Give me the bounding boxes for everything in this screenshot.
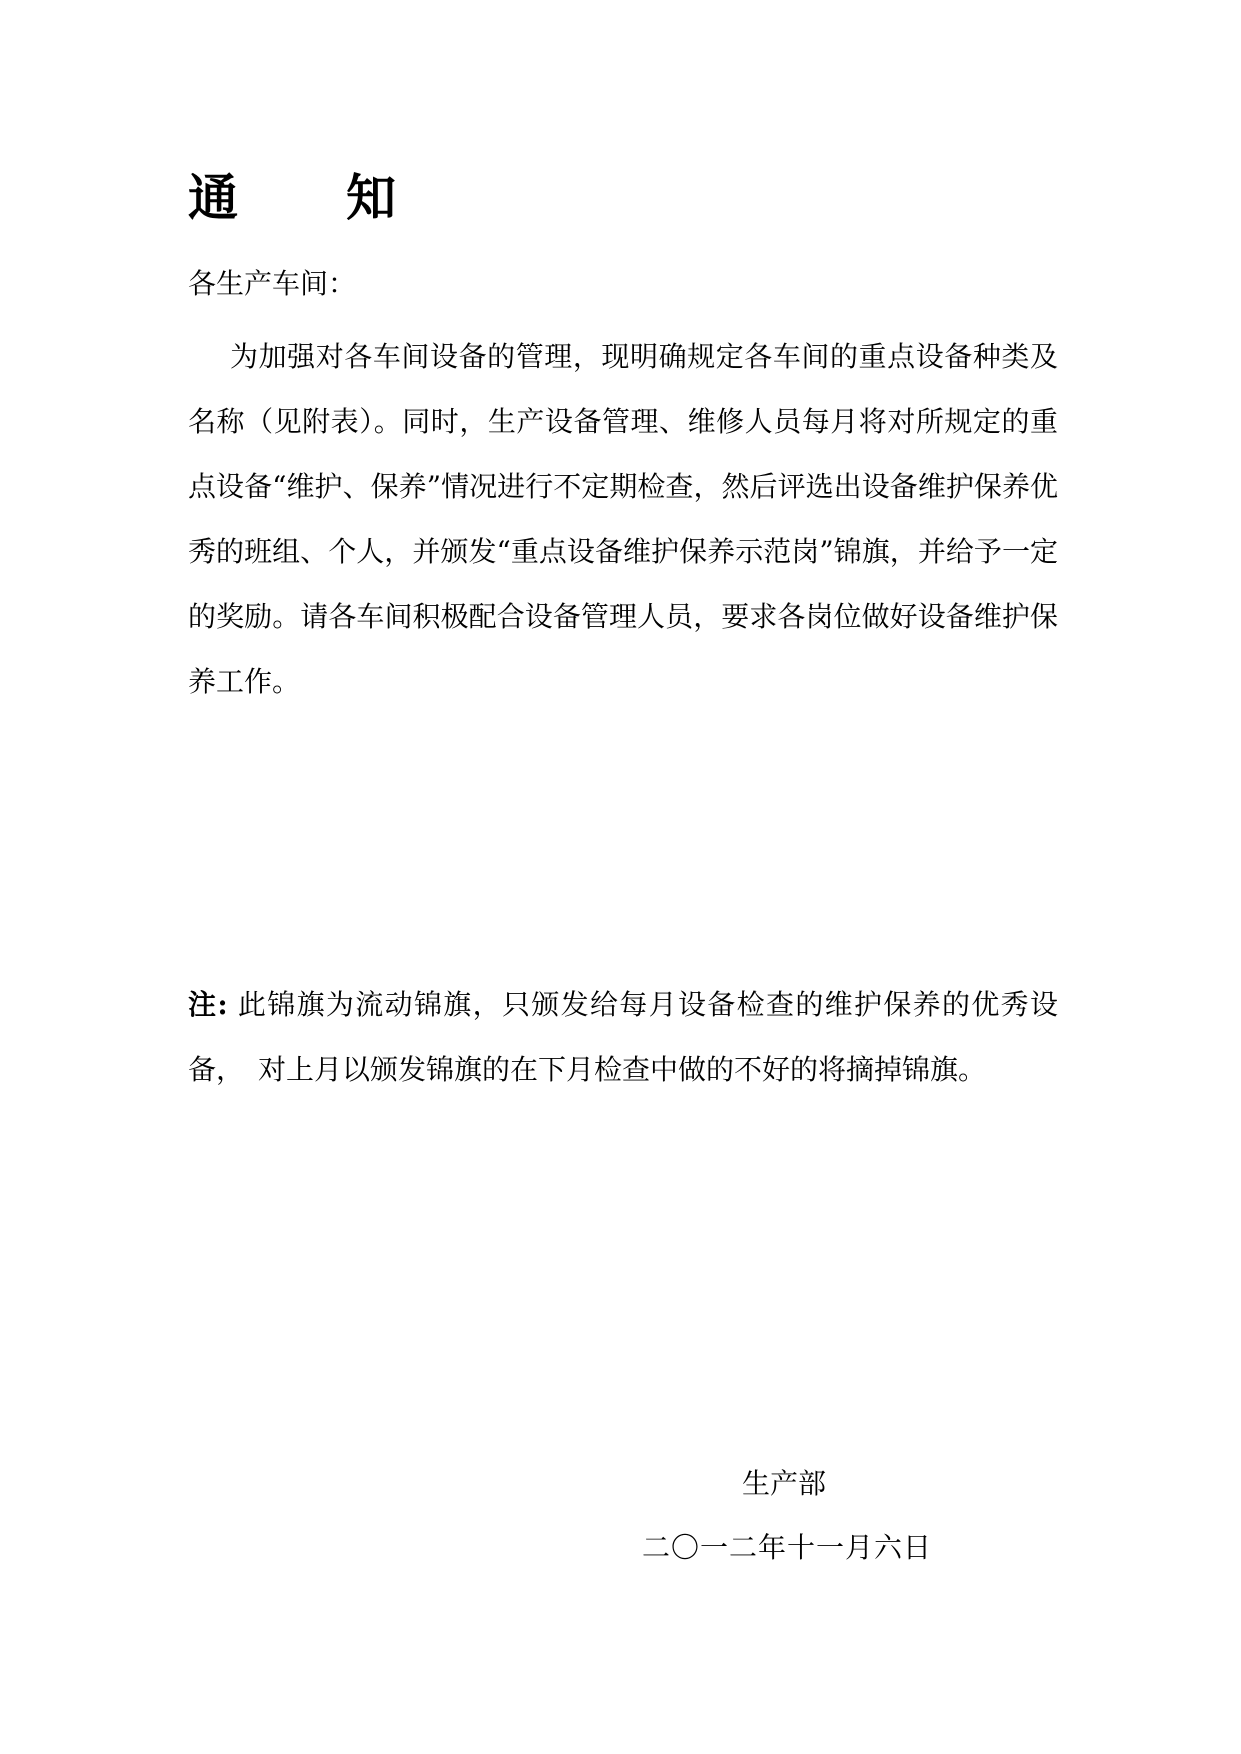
signature-department: 生产部 — [742, 1467, 827, 1500]
note-text: 此锦旗为流动锦旗，只颁发给每月设备检查的维护保养的优秀设备， 对上月以颁发锦旗的在下月检查中做的不好的将摘掉锦旗。 — [188, 988, 1059, 1086]
note-paragraph — [188, 972, 1058, 1102]
salutation: 各生产车间： — [188, 267, 357, 300]
body-paragraph: 为加强对各车间设备的管理，现明确规定各车间的重点设备种类及名称（见附表）。同时，生产设备管理、维修人员每月将对所规定的重点设备“维护、保养”情况进行不定期检查，然后评选出设备维护保养优秀的班组、个人，并颁发“重点设备维护保养示范岗”锦旗，并给予一定的奖励。请各车间积极配合设备管理人员，要求各岗位做好设备维护保养工作。 — [188, 340, 1058, 698]
note-label: 注: — [188, 988, 228, 1021]
title-char-1: 通 — [188, 168, 238, 227]
signature-date: 二〇一二年十一月六日 — [642, 1531, 933, 1564]
title-char-2: 知 — [346, 168, 396, 227]
page-title — [188, 168, 396, 228]
